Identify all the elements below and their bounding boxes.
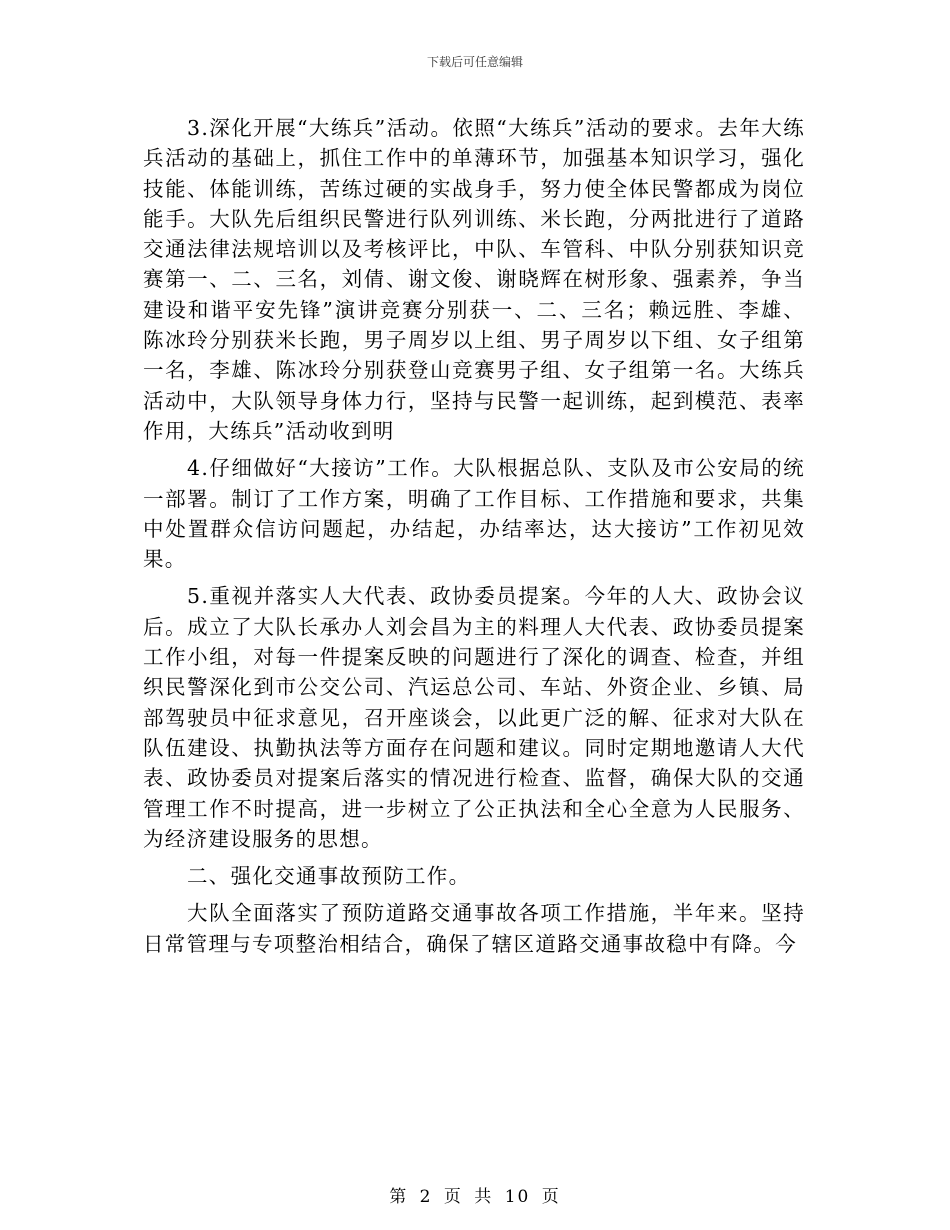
body-text bbox=[143, 113, 805, 959]
page-number: 第 2 页 共 10 页 bbox=[389, 1187, 561, 1207]
header-note: 下载后可任意编辑 bbox=[426, 55, 523, 69]
paragraph-drill-campaign: 3.深化开展“大练兵”活动。依照“大练兵”活动的要求。去年大练兵活动的基础上，抓住工作中的单薄环节，加强基本知识学习，强化技能、体能训练，苦练过硬的实战身手，努力使全体民警都成为岗位能手。大队先后组织民警进行队列训练、米长跑，分两批进行了道路交通法律法规培训以及考核评比，中队、车管科、中队分别获知识竞赛第一、二、三名，刘倩、谢文俊、谢晓辉在树形象、强素养，争当建设和谐平安先锋”演讲竞赛分别获一、二、三名；赖远胜、李雄、陈冰玲分别获米长跑，男子周岁以上组、男子周岁以下组、女子组第一名，李雄、陈冰玲分别获登山竞赛男子组、女子组第一名。大练兵活动中，大队领导身体力行，坚持与民警一起训练，起到模范、表率作用，大练兵”活动收到明 bbox=[143, 116, 805, 443]
paragraph-petition-reception: 4.仔细做好“大接访”工作。大队根据总队、支队及市公安局的统一部署。制订了工作方案，明确了工作目标、工作措施和要求，共集中处置群众信访问题起，办结起，办结率达，达大接访”工作初见效果。 bbox=[143, 456, 805, 572]
section-heading-accident-prevention: 二、强化交通事故预防工作。 bbox=[187, 864, 471, 889]
paragraph-deputy-proposals: 5.重视并落实人大代表、政协委员提案。今年的人大、政协会议后。成立了大队长承办人刘会昌为主的料理人大代表、政协委员提案工作小组，对每一件提案反映的问题进行了深化的调查、检查，并组织民警深化到市公交公司、汽运总公司、车站、外资企业、乡镇、局部驾驶员中征求意见，召开座谈会，以此更广泛的解、征求对大队在队伍建设、执勤执法等方面存在问题和建议。同时定期地邀请人大代表、政协委员对提案后落实的情况进行检查、监督，确保大队的交通管理工作不时提高，进一步树立了公正执法和全心全意为人民服务、为经济建设服务的思想。 bbox=[143, 584, 805, 851]
paragraph-accident-prevention: 大队全面落实了预防道路交通事故各项工作措施，半年来。坚持日常管理与专项整治相结合，确保了辖区道路交通事故稳中有降。今 bbox=[143, 901, 805, 956]
